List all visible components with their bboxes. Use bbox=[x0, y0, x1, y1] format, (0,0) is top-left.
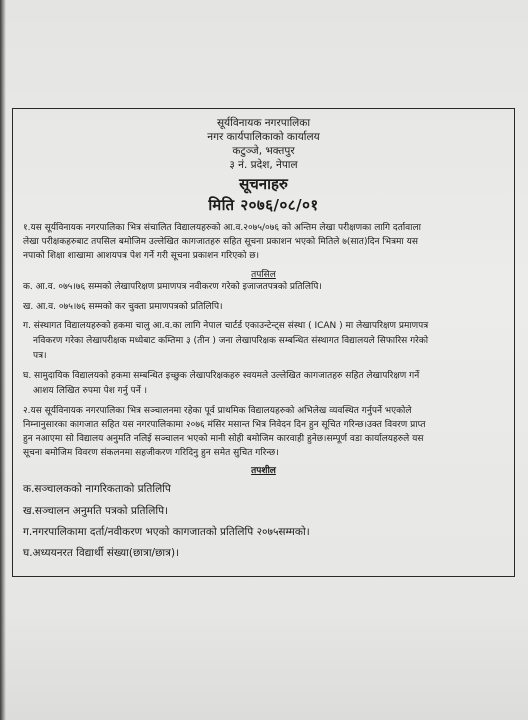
notice2-line4: सूचना बमोजिम विवरण संकलनमा सहजीकरण गरिदिनु हुन समेत सुचित गरिन्छ। bbox=[23, 448, 279, 458]
list1-item-ga-line3: पत्र। bbox=[33, 351, 47, 361]
list1-item-kha: ख. आ.व. ०७५।७६ सम्मको कर चुक्ता प्रमाणपत्रको प्रतिलिपि। bbox=[23, 302, 223, 312]
list1-item-ga-line1: ग. संस्थागत विद्यालयहरुको हकमा चालु आ.व.का लागि नेपाल चार्टर्ड एकाउन्टेन्ट्स संस्था ( ICAN ) मा लेखापरिक्षण प्रमाणपत्र bbox=[23, 321, 429, 331]
header-province: ३ नं. प्रदेश, नेपाल bbox=[229, 159, 298, 171]
notice-document bbox=[12, 108, 515, 577]
list1-item-gha-line2: आशय लिखित रुपमा पेश गर्नु पर्ने । bbox=[33, 386, 147, 396]
list2-item-ga: ग.नगरपालिकामा दर्ता/नवीकरण भएको कागजातको प्रतिलिपि २०७५सम्मको। bbox=[23, 526, 310, 538]
header-municipality: सूर्यविनायक नगरपालिका bbox=[216, 117, 311, 129]
list1-item-ka: क. आ.व. ०७५।७६ सम्मको लेखापरिक्षण प्रमाणपत्र नवीकरण गरेको इजाजतपत्रको प्रतिलिपि। bbox=[23, 282, 322, 292]
tapsil-heading: तपसिल bbox=[251, 270, 276, 280]
list1-item-ga-line2: नविकरण गरेका लेखापरीक्षक मध्येबाट कम्तिमा ३ (तीन ) जना लेखापरिक्षक सम्बन्धित संस्थागत विद्यालयले सिफारिस गरेको bbox=[33, 336, 429, 346]
tapshil-heading: तपशील bbox=[251, 466, 276, 476]
paper-edge-shadow bbox=[0, 0, 6, 720]
header-location: कटुञ्जे, भक्तपुर bbox=[232, 145, 295, 157]
list2-item-kha: ख.सञ्चालन अनुमति पत्रको प्रतिलिपि। bbox=[23, 505, 169, 517]
notice2-line1: २.यस सूर्यविनायक नगरपालिका भित्र सञ्चालनमा रहेका पूर्व प्राथमिक विद्यालयहरुको अभिलेख व्यवस्थित गर्नुपर्ने भएकोले bbox=[23, 406, 412, 416]
notice1-line1: १.यस सूर्यविनायक नगरपालिका भित्र संचालित विद्यालयहरुको आ.व.२०७५/०७६ को अन्तिम लेखा परीक्षणका लागि दर्तावाला bbox=[23, 223, 421, 233]
notice1-line3: नपाको शिक्षा शाखामा आशयपत्र पेश गर्ने गरी सूचना प्रकाशन गरिएको छ। bbox=[23, 251, 259, 261]
list1-item-gha-line1: घ. सामुदायिक विद्यालयको हकमा सम्बन्धित इच्छुक लेखापरिक्षकहरु स्वयमले उल्लेखित कागजातहरु सहित लेखापरिक्षण गर्ने bbox=[23, 371, 420, 381]
notice2-line3: हुन नआएमा सो विद्यालय अनुमति नलिई सञ्चालन भएको मानी सोही बमोजिम कारवाही हुनेछ।सम्पूर्ण वडा कार्यालयहरुले यस bbox=[23, 434, 424, 444]
notice-title: सूचनाहरु bbox=[239, 175, 288, 193]
header-office: नगर कार्यपालिकाको कार्यालय bbox=[207, 131, 320, 143]
list2-item-ka: क.सञ्चालकको नागरिकताको प्रतिलिपि bbox=[23, 483, 171, 495]
list2-item-gha: घ.अध्ययनरत विद्यार्थी संख्या(छात्रा/छात्र)। bbox=[23, 547, 180, 559]
notice1-line2: लेखा परीक्षकहरुबाट तपसिल बमोजिम उल्लेखित कागजातहरु सहित सूचना प्रकाशन भएको मितिले ७(सात)दिन भित्रमा यस bbox=[23, 237, 418, 247]
notice2-line2: निम्नानुसारका कागजात सहित यस नगरपालिकामा २०७६ मंसिर मसान्त भित्र निवेदन दिन हुन सूचित गरिन्छ।उक्त विवरण प्राप्त bbox=[23, 420, 426, 430]
notice-date: मिति २०७६/०८/०१ bbox=[208, 196, 319, 214]
